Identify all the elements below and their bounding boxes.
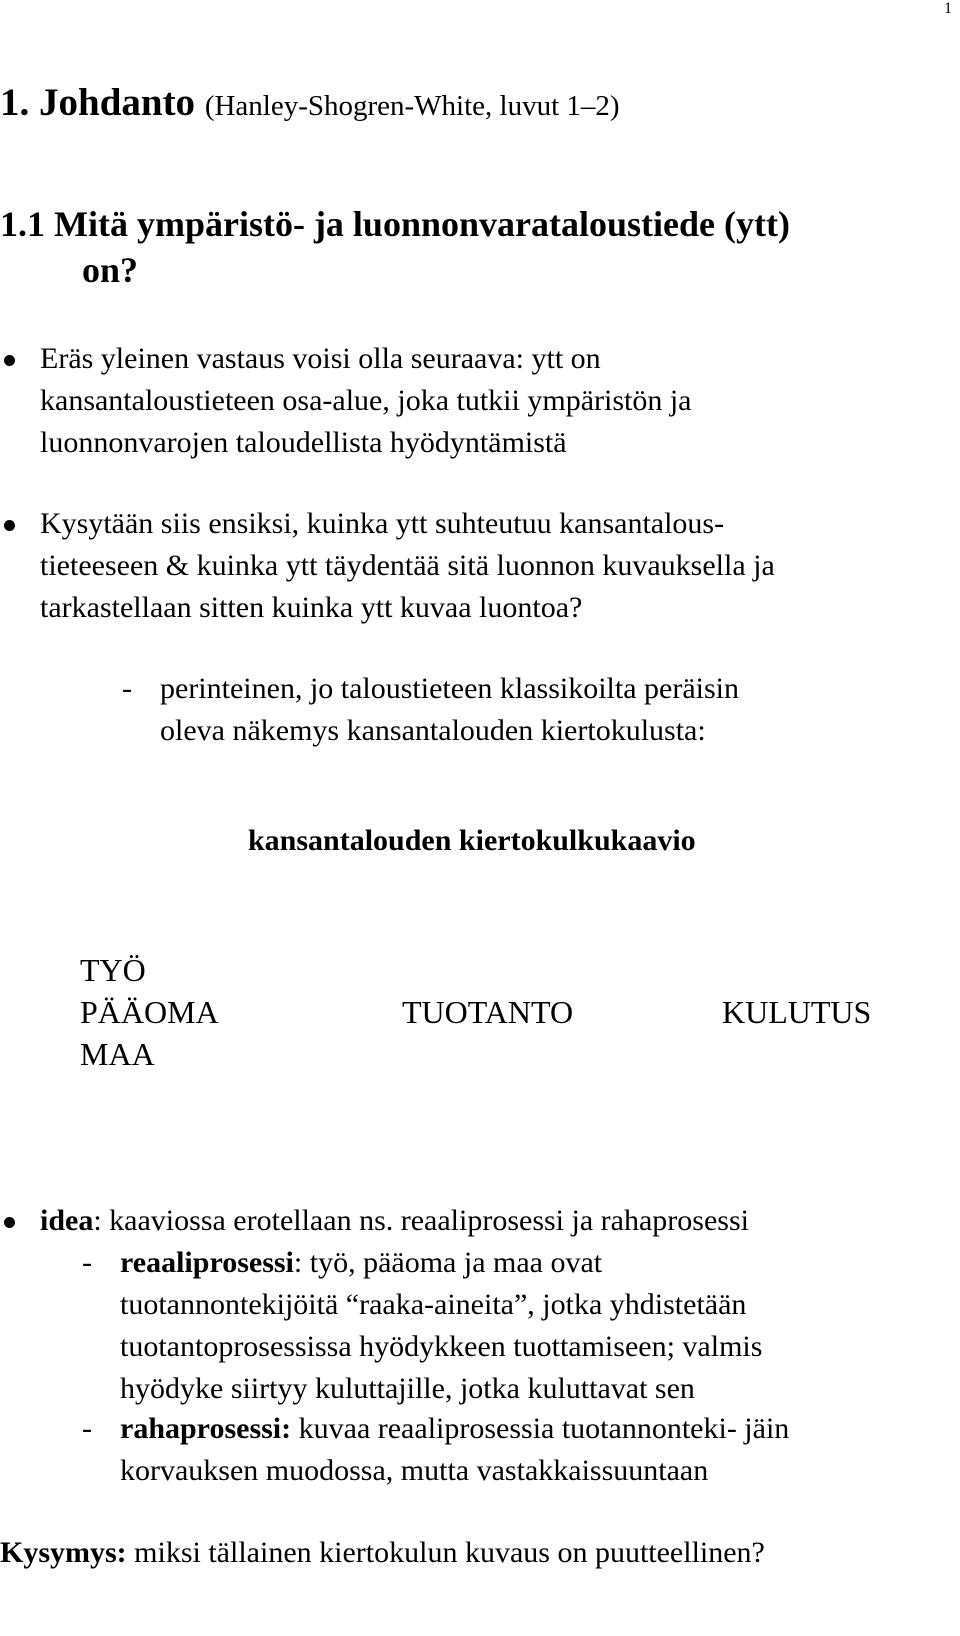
real-process-line2: tuotannontekijöitä “raaka-aineita”, jotka yhdistetään: [120, 1288, 747, 1321]
bullet1-line2: kansantaloustieteen osa-alue, joka tutkii ympäristön ja: [40, 384, 692, 417]
subpoint-dash: -: [122, 672, 132, 705]
section-heading-line1: 1.1 Mitä ympäristö- ja luonnonvarataloustiede (ytt): [0, 204, 790, 244]
money-process-first-line: [120, 1408, 789, 1450]
question-label: Kysymys:: [0, 1536, 127, 1569]
diagram-input-labour: TYÖ: [80, 952, 146, 988]
question-text: miksi tällainen kiertokulun kuvaus on puutteellinen?: [126, 1536, 765, 1569]
bullet2-line2: tieteeseen & kuinka ytt täydentää sitä luonnon kuvauksella ja: [40, 549, 775, 582]
real-process-dash: -: [82, 1246, 92, 1279]
bullet1-line3: luonnonvarojen taloudellista hyödyntämistä: [40, 426, 567, 459]
bullet3-lead-label: idea: [40, 1204, 94, 1237]
real-process-label: reaaliprosessi: [120, 1246, 294, 1279]
diagram-consumption: KULUTUS: [722, 994, 872, 1030]
chapter-heading: [0, 80, 620, 125]
real-process-text: : työ, pääoma ja maa ovat: [293, 1246, 603, 1279]
real-process-line3: tuotantoprosessissa hyödykkeen tuottamiseen; valmis: [120, 1330, 763, 1363]
diagram-input-capital: PÄÄOMA: [80, 994, 219, 1030]
money-process-text: kuvaa reaaliprosessia tuotannonteki- jäin: [291, 1412, 790, 1445]
bullet2-line1: Kysytään siis ensiksi, kuinka ytt suhteutuu kansantalous-: [40, 507, 725, 540]
money-process-line2: korvauksen muodossa, mutta vastakkaissuuntaan: [120, 1454, 709, 1487]
bullet-dot-icon: [4, 1217, 15, 1228]
bullet3-lead-text: : kaaviossa erotellaan ns. reaaliprosessi ja rahaprosessi: [93, 1204, 749, 1237]
diagram-production: TUOTANTO: [402, 994, 574, 1030]
real-process-line4: hyödyke siirtyy kuluttajille, jotka kuluttavat sen: [120, 1372, 695, 1405]
chapter-source: (Hanley-Shogren-White, luvut 1–2): [204, 90, 620, 122]
diagram-input-land: MAA: [80, 1036, 155, 1072]
money-process-dash: -: [82, 1412, 92, 1445]
money-process-label: rahaprosessi:: [120, 1412, 292, 1445]
bullet-dot-icon: [4, 520, 15, 531]
bullet2-line3: tarkastellaan sitten kuinka ytt kuvaa luontoa?: [40, 591, 583, 624]
subpoint-line1: perinteinen, jo taloustieteen klassikoilta peräisin: [160, 672, 740, 705]
section-heading-line2: on?: [82, 250, 139, 290]
bullet3-lead: [40, 1200, 749, 1242]
real-process-first-line: [120, 1242, 602, 1284]
subpoint-line2: oleva näkemys kansantalouden kiertokulusta:: [160, 714, 706, 747]
diagram-title: kansantalouden kiertokulkukaavio: [248, 824, 696, 857]
bullet-dot-icon: [4, 355, 15, 366]
page-number: 1: [944, 0, 952, 17]
bullet1-line1: Eräs yleinen vastaus voisi olla seuraava: ytt on: [40, 342, 601, 375]
question: [0, 1532, 765, 1574]
chapter-title: 1. Johdanto: [0, 81, 196, 124]
